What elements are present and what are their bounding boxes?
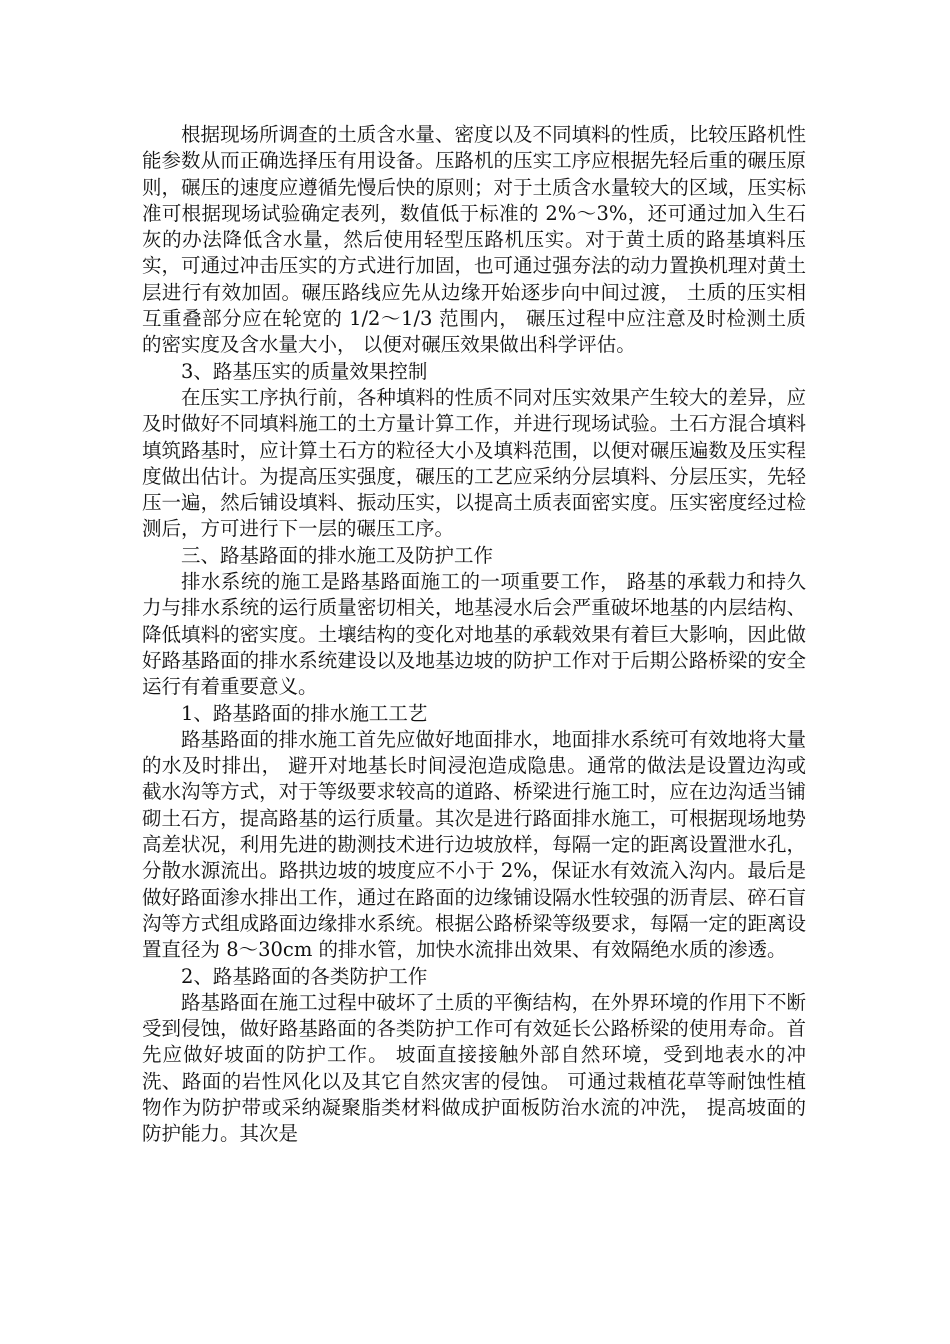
paragraph-compaction-equipment: 根据现场所调查的土质含水量、密度以及不同填料的性质，比较压路机性能参数从而正确选择压有用设备。压路机的压实工序应根据先轻后重的碾压原则，碾压的速度应遵循先慢后快的原则；对于土质含水量较大的区域，压实标准可根据现场试验确定表列，数值低于标准的 2%～3%，还可通过加入生石灰的办法降低含水量，然后使用轻型压路机压实。对于黄土质的路基填料压实，可通过冲击压实的方式进行加固，也可通过强夯法的动力置换机理对黄土层进行有效加固。碾压路线应先从边缘开始逐步向中间过渡， 土质的压实相互重叠部分应在轮宽的 1/2～1/3 范围内， 碾压过程中应注意及时检测土质的密实度及含水量大小， 以便对碾压效果做出科学评估。	[142, 123, 806, 357]
heading-compaction-quality-control: 3、路基压实的质量效果控制	[181, 359, 428, 383]
heading-drainage-technique: 1、路基路面的排水施工工艺	[181, 701, 428, 725]
paragraph-drainage-importance: 排水系统的施工是路基路面施工的一项重要工作， 路基的承载力和持久力与排水系统的运行质量密切相关，地基浸水后会严重破坏地基的内层结构、降低填料的密实度。土壤结构的变化对地基的承载效果有着巨大影响，因此做好路基路面的排水系统建设以及地基边坡的防护工作对于后期公路桥梁的安全运行有着重要意义。	[142, 570, 806, 699]
paragraph-drainage-methods: 路基路面的排水施工首先应做好地面排水，地面排水系统可有效地将大量的水及时排出， 避开对地基长时间浸泡造成隐患。通常的做法是设置边沟或截水沟等方式，对于等级要求较高的道路、桥梁进行施工时，应在边沟适当铺砌土石方，提高路基的运行质量。其次是进行路面排水施工，可根据现场地势高差状况，利用先进的勘测技术进行边坡放样，每隔一定的距离设置泄水孔，分散水源流出。路拱边坡的坡度应不小于 2%，保证水有效流入沟内。最后是做好路面渗水排出工作，通过在路面的边缘铺设隔水性较强的沥青层、碎石盲沟等方式组成路面边缘排水系统。根据公路桥梁等级要求，每隔一定的距离设置直径为 8～30cm 的排水管，加快水流排出效果、有效隔绝水质的渗透。	[142, 727, 806, 962]
paragraph-compaction-process: 在压实工序执行前，各种填料的性质不同对压实效果产生较大的差异，应及时做好不同填料施工的土方量计算工作，并进行现场试验。土石方混合填料填筑路基时，应计算土石方的粒径大小及填料范围，以便对碾压遍数及压实程度做出估计。为提高压实强度，碾压的工艺应采纳分层填料、分层压实，先轻压一遍，然后铺设填料、振动压实，以提高土质表面密实度。压实密度经过检测后，方可进行下一层的碾压工序。	[142, 385, 806, 541]
heading-protection-work: 2、路基路面的各类防护工作	[181, 964, 428, 988]
document-page	[142, 122, 806, 1148]
paragraph-slope-protection: 路基路面在施工过程中破坏了土质的平衡结构，在外界环境的作用下不断受到侵蚀，做好路基路面的各类防护工作可有效延长公路桥梁的使用寿命。首先应做好坡面的防护工作。 坡面直接接触外部自然环境，受到地表水的冲洗、路面的岩性风化以及其它自然灾害的侵蚀。 可通过栽植花草等耐蚀性植物作为防护带或采纳凝聚脂类材料做成护面板防治水流的冲洗， 提高坡面的防护能力。其次是	[142, 990, 806, 1146]
heading-drainage-and-protection: 三、路基路面的排水施工及防护工作	[181, 543, 494, 567]
